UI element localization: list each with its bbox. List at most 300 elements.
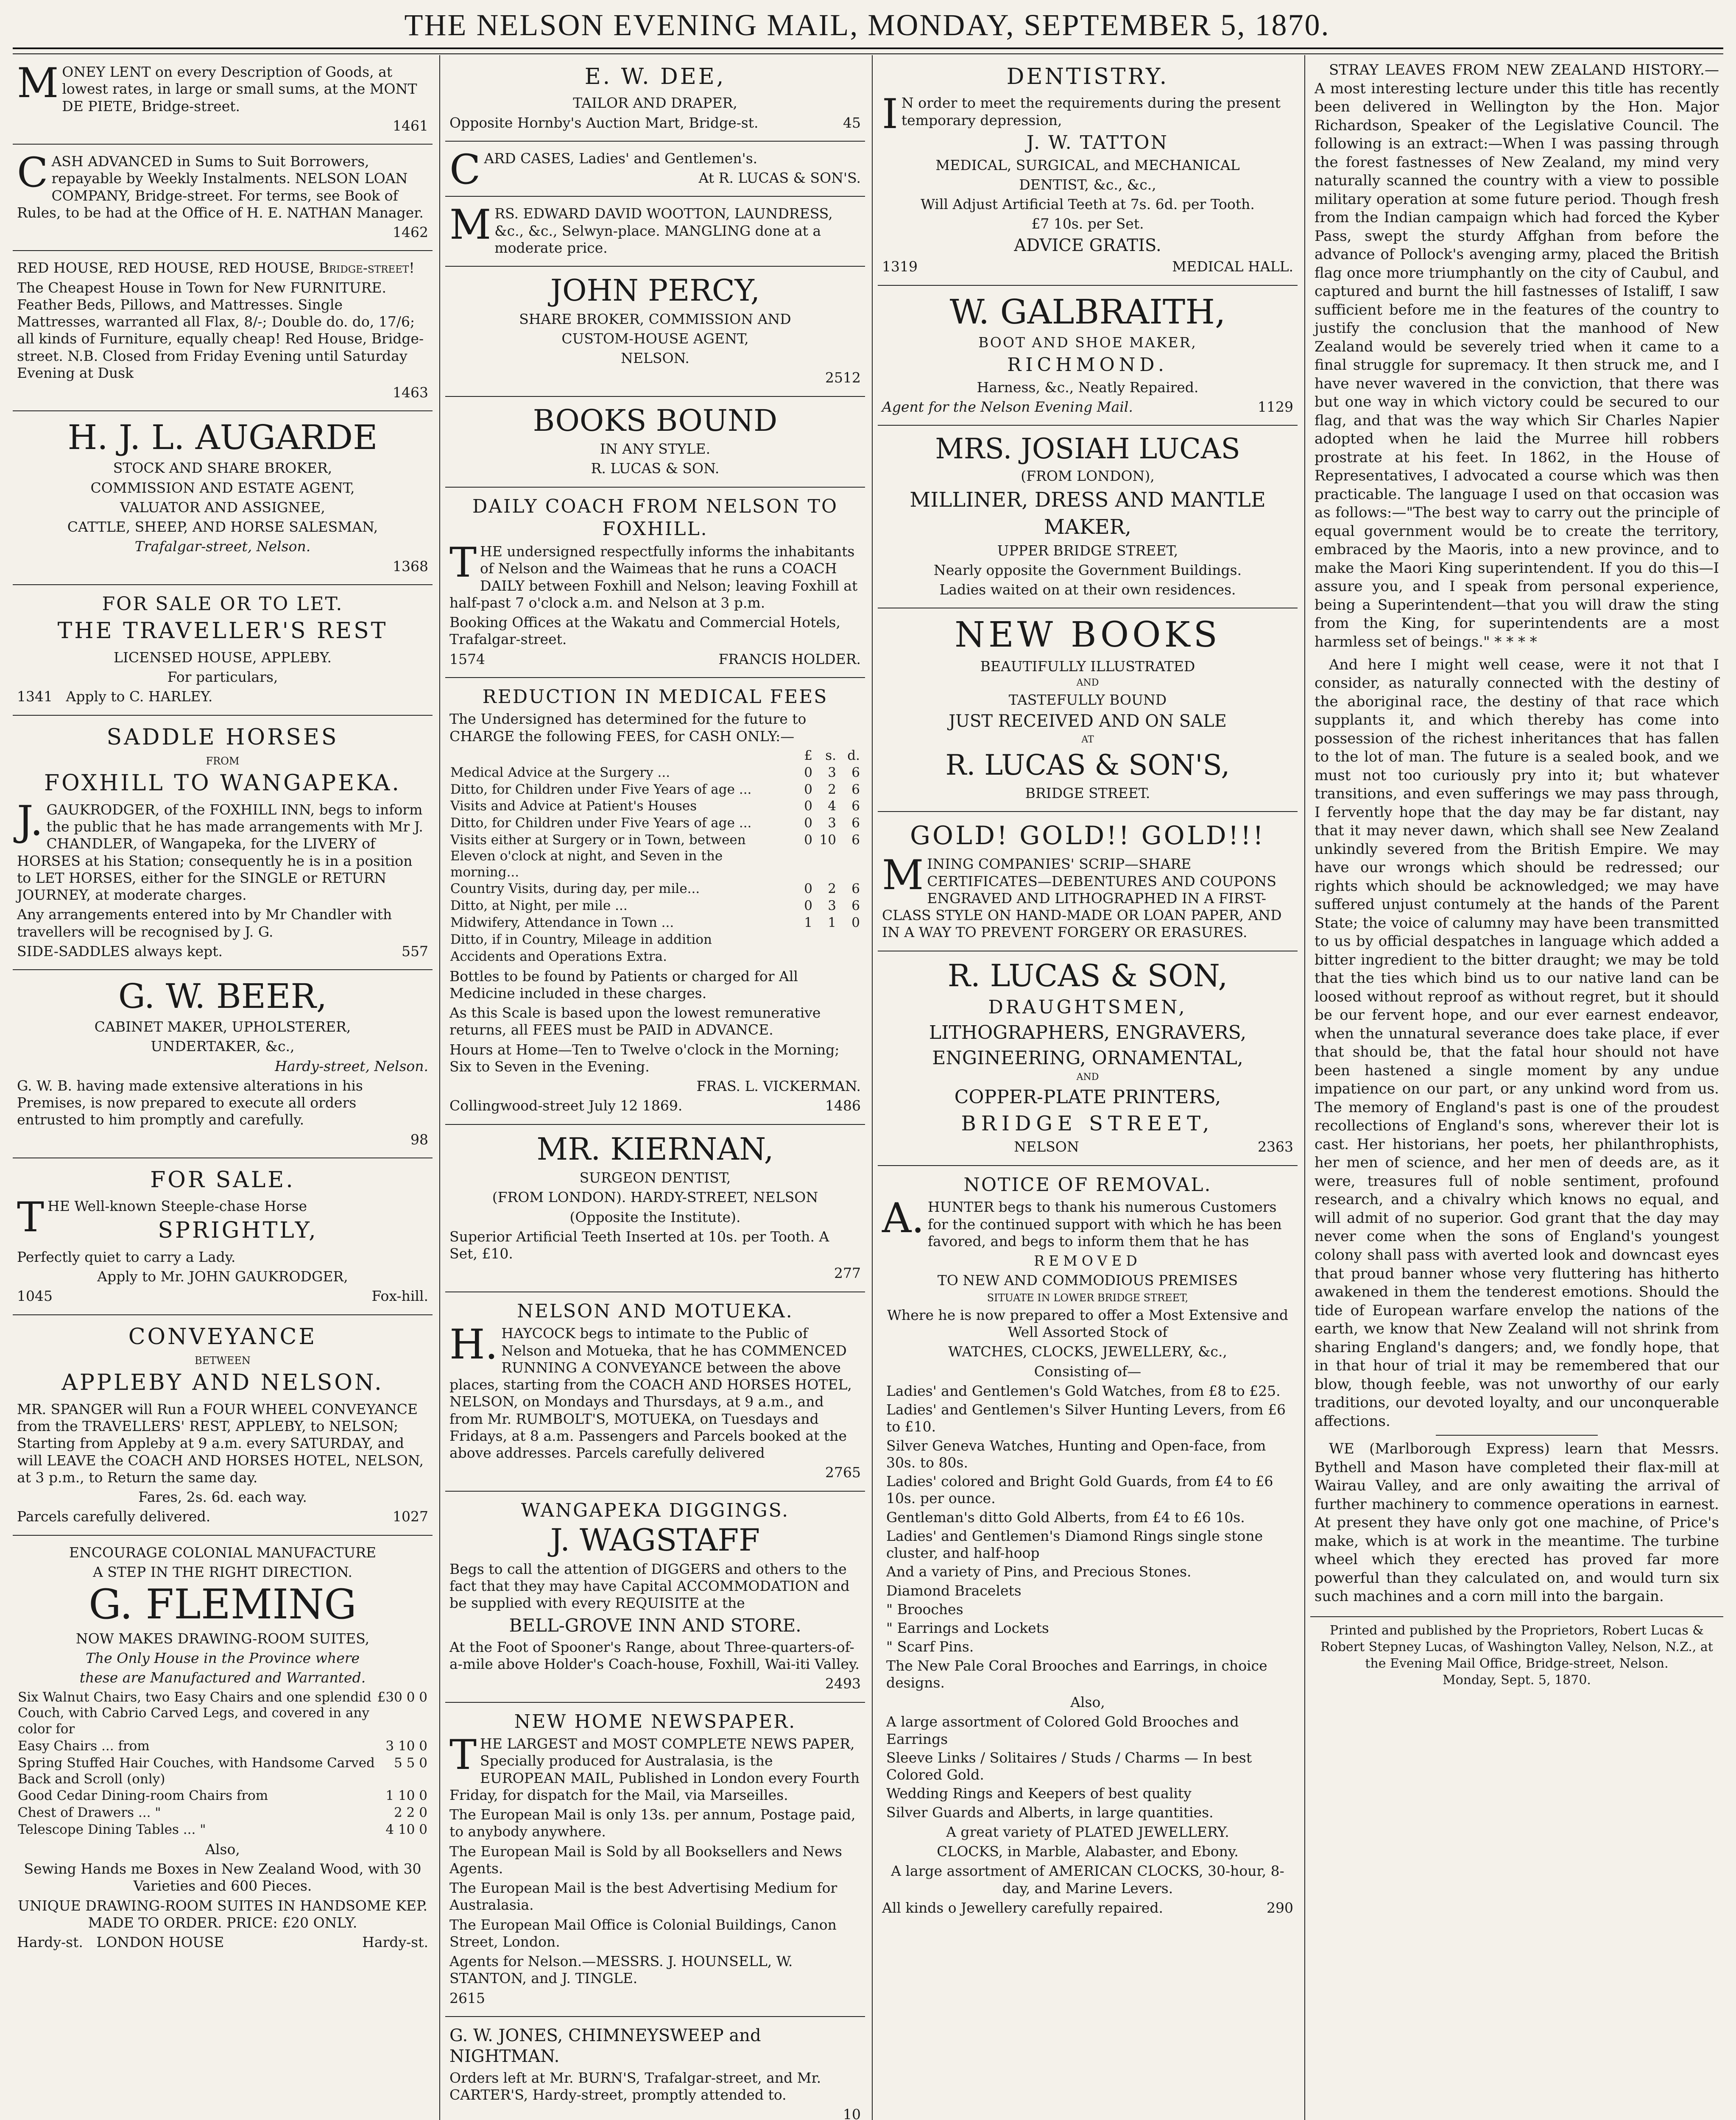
list-item: Diamond Bracelets	[886, 1582, 1022, 1599]
ad-line: Hardy-street, Nelson.	[275, 1057, 428, 1074]
ad-body: THE LARGEST and MOST COMPLETE NEWS PAPER, Specially produced for Australasia, is the EUROPEAN MAIL, Published in London every Fourth Friday, for dispatch for the Mail, via Marseilles.	[449, 1731, 860, 1803]
ad-also: Also,	[205, 1841, 240, 1858]
ad-line: VALUATOR AND ASSIGNEE,	[120, 499, 325, 516]
list-item: A large assortment of Colored Gold Brooches and Earrings	[886, 1713, 1239, 1747]
ad-body: At the Foot of Spooner's Range, about Three-quarters-of-a-mile above Holder's Coach-house, Foxhill, Wai-iti Valley.	[449, 1638, 860, 1673]
ad-number: 1129	[1258, 398, 1293, 415]
ad-subtitle: FOXHILL TO WANGAPEKA.	[44, 770, 401, 796]
ad-footer: Hardy-st.	[362, 1934, 428, 1951]
ad-body: THE Well-known Steeple-chase Horse	[17, 1194, 307, 1241]
ad-number: 1463	[393, 384, 428, 401]
ad-body: Hours at Home—Ten to Twelve o'clock in the Morning; Six to Seven in the Evening.	[449, 1041, 840, 1075]
ad-red-house	[13, 251, 433, 411]
ad-body: As this Scale is based upon the lowest remunerative returns, all FEES must be PAID in ADVANCE.	[449, 1004, 821, 1038]
fee-label: Visits and Advice at Patient's Houses	[450, 798, 697, 814]
ad-title: W. GALBRAITH,	[949, 292, 1226, 332]
ad-number: 45	[843, 114, 861, 131]
ad-european-mail	[445, 1703, 865, 2017]
fee-pence: 0	[851, 915, 860, 931]
column-header: £	[804, 748, 812, 763]
price-value: £30 0 0	[377, 1689, 427, 1705]
ad-body: MINING COMPANIES' SCRIP—SHARE CERTIFICATES—DEBENTURES AND COUPONS ENGRAVED AND LITHOGRAPHED IN A FIRST-CLASS STYLE ON HAND-MADE OR LOAN PAPER, AND IN A WAY TO PREVENT FORGERY OR ERASURES.	[882, 851, 1282, 941]
ad-nelson-motueka	[445, 1292, 865, 1492]
ad-footer: FRANCIS HOLDER.	[718, 650, 861, 667]
ad-subtitle: J. W. TATTON	[1026, 131, 1169, 153]
fee-pence: 6	[851, 781, 860, 797]
ad-footer: MEDICAL HALL.	[1172, 258, 1293, 275]
ad-line: LITHOGRAPHERS, ENGRAVERS,	[929, 1021, 1247, 1043]
ad-books-bound	[445, 397, 865, 488]
ad-lucas-milliner	[878, 426, 1298, 608]
table-row	[17, 1738, 428, 1755]
ad-lucas-printers	[878, 951, 1298, 1166]
ad-line: The Only House in the Province where	[85, 1650, 360, 1667]
table-row	[449, 881, 861, 898]
ad-line: R. LUCAS & SON.	[591, 460, 720, 477]
column-rule	[872, 55, 873, 2120]
ad-line: For particulars,	[167, 669, 278, 686]
ad-body: Any arrangements entered into by Mr Chandler with travellers will be recognised by J. G.	[17, 906, 392, 940]
ad-also: Also,	[1070, 1694, 1105, 1711]
fee-pence: 6	[851, 798, 860, 814]
fee-shillings: 2	[828, 881, 836, 897]
ad-line: JUST RECEIVED AND ON SALE	[949, 711, 1227, 731]
ad-line: WATCHES, CLOCKS, JEWELLERY, &c.,	[948, 1343, 1227, 1360]
price-label: Easy Chairs ... from	[18, 1738, 150, 1754]
ad-subtitle: APPLEBY AND NELSON.	[61, 1370, 384, 1396]
ad-line: RICHMOND.	[1007, 354, 1168, 376]
price-list	[17, 1689, 428, 1838]
ad-subtitle: THE TRAVELLER'S REST	[57, 618, 388, 644]
ad-fleming	[13, 1536, 433, 1961]
ad-title: NEW HOME NEWSPAPER.	[514, 1710, 796, 1732]
ad-number: 1574	[449, 650, 485, 667]
column-rule	[1304, 55, 1305, 2120]
ad-gold	[878, 812, 1298, 951]
ad-line: IN ANY STYLE.	[600, 441, 711, 457]
price-label: Good Cedar Dining-room Chairs from	[18, 1788, 268, 1804]
ad-footer: Agents for Nelson.—MESSRS. J. HOUNSELL, W. STANTON, and J. TINGLE.	[449, 1953, 793, 1987]
stock-list	[882, 1383, 1293, 1691]
fee-shillings: 3	[828, 815, 836, 831]
ad-number: 1319	[882, 258, 918, 275]
fee-pounds: 0	[804, 881, 812, 897]
fee-label: Ditto, for Children under Five Years of age ...	[450, 781, 752, 797]
ad-line: NELSON	[1014, 1138, 1079, 1155]
column-4	[1310, 55, 1723, 2120]
ad-mid: REMOVED	[1034, 1252, 1142, 1269]
ad-cash-advanced	[13, 145, 433, 251]
article-stray-leaves	[1310, 55, 1723, 1616]
ad-daily-coach	[445, 488, 865, 678]
ad-body: The Undersigned has determined for the future to CHARGE the following FEES, for CASH ONLY:—	[449, 711, 807, 745]
ad-body: Bottles to be found by Patients or charged for All Medicine included in these charges.	[449, 968, 798, 1001]
ad-number: 1341	[17, 688, 53, 705]
ad-line: (FROM LONDON),	[1021, 468, 1155, 485]
ad-body: MR. SPANGER will Run a FOUR WHEEL CONVEYANCE from the TRAVELLERS' REST, APPLEBY, to NELSON; Starting from Appleby at 9 a.m. every SATURDAY, and will LEAVE the COACH AND HORSES HOTEL, NELSON, at 3 p.m., to Return the same day.	[17, 1400, 424, 1486]
imprint	[1310, 1616, 1723, 1693]
ad-footer: Collingwood-street July 12 1869.	[449, 1097, 683, 1114]
ad-footer: Fox-hill.	[371, 1288, 428, 1305]
list-item: Silver Geneva Watches, Hunting and Open-face, from 30s. to 80s.	[886, 1437, 1266, 1471]
ad-body: Sewing Hands me Boxes in New Zealand Wood, with 30 Varieties and 600 Pieces.	[24, 1861, 421, 1894]
fee-pence: 6	[851, 815, 860, 831]
table-row	[17, 1788, 428, 1805]
ad-line: Will Adjust Artificial Teeth at 7s. 6d. per Tooth.	[921, 196, 1255, 213]
fee-pounds: 0	[804, 781, 812, 797]
ad-number: 10	[843, 2106, 861, 2120]
table-row	[17, 1689, 428, 1738]
fee-pence: 6	[851, 764, 860, 780]
ad-title: G. W. BEER,	[118, 976, 327, 1016]
ad-notice-of-removal	[878, 1166, 1298, 1926]
ad-line: these are Manufactured and Warranted.	[79, 1669, 366, 1686]
ad-number: 2363	[1258, 1138, 1293, 1155]
ad-big-name: G. FLEMING	[89, 1581, 357, 1629]
ad-number: 277	[834, 1265, 861, 1282]
ad-number: 2512	[825, 369, 861, 386]
ad-number: 1027	[393, 1508, 428, 1525]
ad-line: TASTEFULLY BOUND	[1008, 691, 1167, 708]
table-row	[449, 798, 861, 815]
table-row	[17, 1805, 428, 1822]
ad-big-name: BELL-GROVE INN AND STORE.	[509, 1615, 801, 1636]
column-1	[13, 55, 433, 2120]
ad-title: CONVEYANCE	[128, 1324, 317, 1350]
ad-line: ENGINEERING, ORNAMENTAL,	[932, 1047, 1243, 1069]
ad-line: AND	[1076, 1072, 1099, 1083]
ad-line: UNDERTAKER, &c.,	[151, 1038, 295, 1055]
ad-dentistry	[878, 55, 1298, 286]
fee-label: Ditto, at Night, per mile ...	[450, 898, 628, 914]
ad-title: BOOKS BOUND	[533, 403, 778, 438]
fee-pounds: 0	[804, 832, 812, 848]
ad-line: MEDICAL, SURGICAL, and MECHANICAL	[935, 156, 1240, 173]
imprint-text: Printed and published by the Proprietors, Robert Lucas & Robert Stepney Lucas, of Washington Valley, Nelson, N.Z., at the Evening Mail Office, Bridge-street, Nelson.	[1320, 1623, 1713, 1671]
ad-line: LICENSED HOUSE, APPLEBY.	[113, 649, 332, 666]
article-divider	[1436, 1435, 1598, 1436]
fee-shillings: 3	[828, 898, 836, 914]
ad-line: Trafalgar-street, Nelson.	[134, 538, 311, 555]
fee-label: Midwifery, Attendance in Town ...	[450, 915, 674, 931]
table-row	[449, 932, 861, 948]
ad-line: DRAUGHTSMEN,	[988, 996, 1187, 1018]
fee-pounds: 1	[804, 915, 812, 931]
fee-label: Medical Advice at the Surgery ...	[450, 764, 670, 780]
ad-line: SHARE BROKER, COMMISSION AND	[519, 310, 791, 327]
fee-label: Ditto, if in Country, Mileage in addition	[450, 932, 712, 947]
ad-line: NOW MAKES DRAWING-ROOM SUITES,	[75, 1630, 370, 1647]
ad-title: DENTISTRY.	[1006, 64, 1169, 89]
ad-body: The European Mail Office is Colonial Buildings, Canon Street, London.	[449, 1916, 837, 1950]
ad-line: MAKER,	[1044, 515, 1132, 539]
ad-number: 1462	[393, 224, 428, 240]
fee-shillings: 4	[828, 798, 836, 814]
ad-jones-sweep	[445, 2017, 865, 2120]
ad-subtitle: A STEP IN THE RIGHT DIRECTION.	[92, 1563, 353, 1580]
ad-line: SURGEON DENTIST,	[579, 1169, 731, 1186]
table-row	[17, 1822, 428, 1838]
ad-kiernan	[445, 1125, 865, 1292]
ad-augarde	[13, 411, 433, 585]
ad-money-lent	[13, 55, 433, 145]
ad-line: (Opposite the Institute).	[569, 1208, 741, 1225]
ad-title: MR. KIERNAN,	[536, 1131, 774, 1167]
column-3	[878, 55, 1298, 2120]
ad-line: BOOT AND SHOE MAKER,	[978, 334, 1197, 351]
column-header: d.	[847, 748, 860, 763]
imprint-date: Monday, Sept. 5, 1870.	[1443, 1672, 1591, 1688]
ad-title: E. W. DEE,	[584, 64, 726, 89]
list-item: And a variety of Pins, and Precious Stones.	[886, 1563, 1192, 1580]
price-label: Chest of Drawers ... "	[18, 1805, 161, 1821]
ad-subtitle: SPRIGHTLY,	[158, 1218, 318, 1244]
ad-dee	[445, 55, 865, 142]
ad-number: 98	[410, 1131, 428, 1148]
ad-number: 1486	[825, 1097, 861, 1114]
ad-line: COPPER-PLATE PRINTERS,	[954, 1086, 1221, 1108]
ad-line: STOCK AND SHARE BROKER,	[113, 460, 332, 477]
ad-body: The European Mail is the best Advertising Medium for Australasia.	[449, 1880, 837, 1914]
masthead: THE NELSON EVENING MAIL, MONDAY, SEPTEMBER 5, 1870.	[404, 8, 1330, 42]
table-row	[449, 781, 861, 798]
ad-line: Fares, 2s. 6d. each way.	[138, 1489, 307, 1506]
list-item: " Scarf Pins.	[886, 1638, 974, 1655]
ad-for-sale-sprightly	[13, 1158, 433, 1315]
fee-pence: 6	[851, 881, 860, 897]
ad-mid: ADVICE GRATIS.	[1014, 235, 1161, 255]
ad-title: H. J. L. AUGARDE	[67, 418, 378, 457]
fee-shillings: 3	[828, 764, 836, 780]
list-item: Sleeve Links / Solitaires / Studs / Charms — In best Colored Gold.	[886, 1749, 1252, 1783]
ad-body: H.HAYCOCK begs to intimate to the Public of Nelson and Motueka, that he has COMMENCED RUNNING A CONVEYANCE between the above places, starting from the COACH AND HORSES HOTEL, NELSON, on Mondays and Thursdays, at 9 a.m., and from Mr. RUMBOLT'S, MOTUEKA, on Tuesdays and Fridays, at 8 a.m. Passengers and Parcels booked at the above addresses. Parcels carefully delivered	[449, 1321, 852, 1462]
table-row	[449, 915, 861, 932]
table-row	[449, 832, 861, 881]
ad-line: NELSON.	[621, 350, 689, 367]
column-rule	[439, 55, 440, 2120]
ad-subtitle: J. WAGSTAFF	[550, 1522, 760, 1558]
list-item: Silver Guards and Alberts, in large quantities.	[886, 1804, 1214, 1821]
ad-heading: RED HOUSE, RED HOUSE, RED HOUSE, Bridge-street!	[17, 259, 415, 276]
ad-number: 2493	[825, 1675, 861, 1692]
ad-body: IN order to meet the requirements during the present temporary depression,	[882, 90, 1281, 138]
list-item: Gentleman's ditto Gold Alberts, from £4 to £6 10s.	[886, 1509, 1245, 1526]
ad-number: 2765	[825, 1464, 861, 1481]
fee-label: Ditto, for Children under Five Years of age ...	[450, 815, 752, 831]
list-item: Wedding Rings and Keepers of best quality	[886, 1785, 1192, 1802]
ad-line: Ladies waited on at their own residences.	[939, 581, 1236, 598]
ad-title: R. LUCAS & SON,	[947, 957, 1228, 993]
table-row	[449, 948, 861, 965]
ad-line: (FROM LONDON). HARDY-STREET, NELSON	[492, 1189, 818, 1206]
ad-card-cases	[445, 142, 865, 197]
ad-line: SITUATE IN LOWER BRIDGE STREET,	[987, 1292, 1189, 1304]
ad-footer: Apply to C. HARLEY.	[66, 688, 213, 705]
ad-footer: LONDON HOUSE	[96, 1934, 224, 1951]
ad-line: Nearly opposite the Government Buildings.	[933, 561, 1242, 578]
ad-title: SADDLE HORSES	[106, 724, 339, 750]
ad-percy	[445, 267, 865, 397]
ad-line: £7 10s. per Set.	[1031, 215, 1144, 232]
table-row	[449, 764, 861, 781]
price-label: Spring Stuffed Hair Couches, with Handsome Carved Back and Scroll (only)	[18, 1755, 375, 1787]
ad-title: WANGAPEKA DIGGINGS.	[521, 1499, 790, 1521]
article-paragraph: And here I might well cease, were it not that I consider, as naturally connected with the destiny of the aboriginal race, the destiny of that race which supplants it, and which thereby has come into possession of the richest inheritances that has fallen to the lot of man. The future is a sealed book, and we must not too curiously pry into it; but whatever transitions, and even sufferings we may pass through, I fervently hope that the day may be far distant, nay that it may never dawn, which shall see New Zealand unkindly severed from the British Empire. We may have our wrongs which should be redressed; our rights which should be acknowledged; we may have suffered unjust contumely at the hands of the Parent State; the voice of calumny may have been transmitted to us by official despatches in language which added a bitter ingredient to the bitter draught; we may be told that the ties which bind us to our native land can be loosed without reproof as without regret, but it should be our fervent hope, and our ever earnest endeavor, when the unnatural severance does take place, if ever that should be, that the fatal hour should not have been hastened a single moment by any undue impatience on our part, or any unkind word from us. The memory of England's past is one of the proudest recollections of England's sons, wherever their lot is cast. Her historians, her poets, her philanthrophists, her men of science, and her men of deeds are, as it were, treasures full of noble sentiment, profound research, and a chivalry which knows no equal, and will admit of no superior. God grant that the day may never come when the sons of England's youngest colony shall pass with averted look and downcast eyes that proud banner whose very fluttering has hitherto awakened in them the tenderest emotions. Should the tide of European warfare envelop the nations of the earth, we know that New Zealand will not shrink from sharing England's dangers; and, we fondly hope, that in that hour of trial it may be remembered that our blow, though feeble, was not unworthy of our early traditions, our devoted loyalty, and our unconquerable affections.	[1315, 656, 1719, 1430]
ad-saddle-horses	[13, 716, 433, 970]
ad-line: CABINET MAKER, UPHOLSTERER,	[94, 1018, 351, 1035]
ad-number: 290	[1267, 1899, 1293, 1916]
ad-number: 2615	[449, 1989, 485, 2006]
ad-number: 1045	[17, 1288, 53, 1305]
ad-title: DAILY COACH FROM NELSON TO FOXHILL.	[472, 495, 838, 540]
ad-body: The Cheapest House in Town for New FURNITURE. Feather Beds, Pillows, and Mattresses. Single Mattresses, warranted all Flax, 8/-; Double do. do, 17/6; all kinds of Furniture, equally cheap! Red House, Bridge-street. N.B. Closed from Friday Evening until Saturday Evening at Dusk	[17, 279, 424, 381]
ad-title: NOTICE OF REMOVAL.	[963, 1174, 1212, 1196]
ad-line: Opposite Hornby's Auction Mart, Bridge-st.	[449, 114, 759, 131]
article-paragraph: STRAY LEAVES FROM NEW ZEALAND HISTORY.—A most interesting lecture under this title has recently been delivered in Wellington by the Hon. Major Richardson, Speaker of the Legislative Council. The following is an extract:—When I was passing through the forest fastnesses of New Zealand, my mind very naturally scanned the country with a view to possible military operation at some future period. Though fresh from the Indian campaign which had forced the Kyber Pass, swept the sturdy Affghan from before the advance of Pollock's avenging army, placed the British flag once more triumphantly on the city of Caubul, and captured and burnt the hill fastnesses of Istaliff, I saw sufficient before me in the features of the country to justify the conclusion that the manhood of New Zealand would be severely tried when it came to a final struggle for supremacy. It then struck me, and I have never wavered in the conviction, that there was but one way in which victory could be secured to our flag, and that was the way which Sir Charles Napier adopted when he laid the Murree hill robbers prostrate at his feet. In 1862, in the House of Representatives, I advocated a course which was then practicable. The language I used on that occasion was as follows:—"The best way to carry out the principle of equal government would be to create the territory, embraced by the Maoris, into a new province, and to make the Maori King superintendent. If you do this—I assure you, and I speak from personal experience, being a Superintendent—that you will draw the sting from the King, for superintendents are a most harmless set of beings." * * * *	[1315, 61, 1719, 650]
list-item: Ladies' and Gentlemen's Gold Watches, from £8 to £25.	[886, 1382, 1281, 1399]
ad-wootton	[445, 197, 865, 267]
ad-title: MRS. JOSIAH LUCAS	[935, 432, 1240, 466]
ad-body: Orders left at Mr. BURN'S, Trafalgar-street, and Mr. CARTER'S, Hardy-street, promptly attended to.	[449, 2069, 821, 2103]
fee-pounds: 0	[804, 764, 812, 780]
ad-line: MILLINER, DRESS AND MANTLE	[910, 488, 1266, 512]
ad-between: BETWEEN	[195, 1355, 251, 1367]
ad-from: FROM	[206, 755, 240, 767]
table-header-row	[449, 748, 861, 764]
ad-new-books	[878, 608, 1298, 812]
ad-footer: All kinds o Jewellery carefully repaired.	[882, 1899, 1163, 1916]
ad-line: BEAUTIFULLY ILLUSTRATED	[980, 658, 1195, 675]
price-value: 3 10 0	[385, 1738, 427, 1754]
ad-wangapeka-diggings	[445, 1492, 865, 1703]
ad-line: CUSTOM-HOUSE AGENT,	[561, 330, 749, 347]
fees-table	[449, 748, 861, 965]
ad-body: A large assortment of AMERICAN CLOCKS, 30-hour, 8-day, and Marine Levers.	[891, 1863, 1284, 1897]
column-2	[445, 55, 865, 2120]
fee-label: Visits either at Surgery or in Town, between Eleven o'clock at night, and Seven in the morning...	[450, 832, 746, 880]
list-item: Ladies' and Gentlemen's Silver Hunting Levers, from £6 to £10.	[886, 1401, 1286, 1435]
ad-galbraith	[878, 286, 1298, 426]
ad-travellers-rest	[13, 585, 433, 716]
fee-label: Accidents and Operations Extra.	[450, 948, 667, 964]
column-header: s.	[825, 748, 836, 763]
ad-body: J.GAUKRODGER, of the FOXHILL INN, begs to inform the public that he has made arrangements with Mr J. CHANDLER, of Wangapeka, for the LIVERY of HORSES at his Station; consequently he is in a position to LET HORSES, either for the SINGLE or RETURN JOURNEY, at moderate charges.	[17, 797, 423, 903]
masthead-rule	[13, 47, 1723, 54]
ad-line: BRIDGE STREET.	[1025, 785, 1150, 802]
ad-line: TO NEW AND COMMODIOUS PREMISES	[937, 1272, 1238, 1289]
ad-line: DENTIST, &c., &c.,	[1019, 176, 1156, 193]
ad-body: THE undersigned respectfully informs the inhabitants of Nelson and the Waimeas that he runs a COACH DAILY between Foxhill and Nelson; leaving Foxhill at half-past 7 o'clock a.m. and Nelson at 3 p.m.	[449, 539, 858, 611]
ad-line: AND	[1076, 677, 1099, 688]
ad-line: TAILOR AND DRAPER,	[573, 95, 737, 112]
ad-line: Consisting of—	[1034, 1363, 1142, 1380]
table-row	[17, 1755, 428, 1788]
price-value: 2 2 0	[394, 1805, 427, 1821]
list-item: Ladies' and Gentlemen's Diamond Rings single stone cluster, and half-hoop	[886, 1527, 1263, 1562]
price-label: Six Walnut Chairs, two Easy Chairs and one splendid Couch, with Cabrio Carved Legs, and covered in any color for	[18, 1689, 371, 1737]
list-item: " Earrings and Lockets	[886, 1620, 1049, 1637]
ad-conveyance	[13, 1315, 433, 1536]
ad-number: 1368	[393, 558, 428, 575]
ad-title: GOLD! GOLD!! GOLD!!!	[910, 821, 1266, 851]
table-row	[449, 815, 861, 832]
ad-body: A.HUNTER begs to thank his numerous Customers for the continued support with which he has been favored, and begs to inform them that he has	[882, 1194, 1282, 1250]
ad-line: Parcels carefully delivered.	[17, 1508, 211, 1525]
list-item: " Brooches	[886, 1601, 963, 1618]
ad-body: Perfectly quiet to carry a Lady.	[17, 1248, 236, 1265]
ad-number: 557	[402, 943, 428, 960]
ad-footer: FRAS. L. VICKERMAN.	[696, 1078, 861, 1095]
fee-shillings: 10	[819, 832, 836, 848]
ad-body: A great variety of PLATED JEWELLERY.	[946, 1823, 1229, 1840]
fee-pounds: 0	[804, 798, 812, 814]
fee-label: Country Visits, during day, per mile...	[450, 881, 700, 897]
ad-title: G. W. JONES, CHIMNEYSWEEP and NIGHTMAN.	[449, 2025, 761, 2066]
ad-body: G. W. B. having made extensive alterations in his Premises, is now prepared to execute all orders entrusted to him promptly and carefully.	[17, 1077, 363, 1128]
ad-title: NELSON AND MOTUEKA.	[517, 1300, 793, 1322]
ad-line: Agent for the Nelson Evening Mail.	[882, 398, 1133, 415]
ad-body: UNIQUE DRAWING-ROOM SUITES IN HANDSOME KEP. MADE TO ORDER. PRICE: £20 ONLY.	[18, 1897, 427, 1931]
ad-line: UPPER BRIDGE STREET,	[997, 542, 1178, 559]
ad-body: CASH ADVANCED in Sums to Suit Borrowers, repayable by Weekly Instalments. NELSON LOAN COMPANY, Bridge-street. For terms, see Book of Rules, to be had at the Office of H. E. NATHAN Manager.	[17, 149, 424, 221]
ad-footer: At R. LUCAS & SON'S.	[698, 170, 861, 187]
ad-line: AT	[1081, 734, 1094, 745]
price-label: Telescope Dining Tables ... "	[18, 1822, 206, 1838]
price-value: 4 10 0	[385, 1822, 427, 1838]
ad-line: Where he is now prepared to offer a Most Extensive and Well Assorted Stock of	[887, 1306, 1288, 1341]
fee-pounds: 0	[804, 815, 812, 831]
fee-pounds: 0	[804, 898, 812, 914]
ad-medical-fees	[445, 678, 865, 1125]
ad-number: 1461	[393, 117, 428, 134]
list-item: The New Pale Coral Brooches and Earrings, in choice designs.	[886, 1657, 1267, 1691]
ad-body: MRS. EDWARD DAVID WOOTTON, LAUNDRESS, &c., &c., Selwyn-place. MANGLING done at a moderate price.	[449, 201, 833, 256]
ad-body: CARD CASES, Ladies' and Gentlemen's.	[449, 145, 758, 193]
fee-pence: 6	[851, 898, 860, 914]
ad-line: CATTLE, SHEEP, AND HORSE SALESMAN,	[67, 519, 378, 535]
ad-title: FOR SALE.	[150, 1167, 295, 1193]
stock-list	[882, 1713, 1293, 1821]
ad-title: JOHN PERCY,	[550, 273, 760, 308]
ad-footer: Hardy-st.	[17, 1934, 83, 1951]
ad-line: Superior Artificial Teeth Inserted at 10s. per Tooth. A Set, £10.	[449, 1228, 829, 1262]
ad-line: R. LUCAS & SON'S,	[945, 748, 1230, 781]
list-item: Ladies' colored and Bright Gold Guards, from £4 to £6 10s. per ounce.	[886, 1473, 1273, 1507]
ad-title: REDUCTION IN MEDICAL FEES	[482, 686, 828, 708]
article-paragraph: WE (Marlborough Express) learn that Messrs. Bythell and Mason have completed their flax-mill at Wairau Valley, and are only awaiting the arrival of further machinery to commence operations in earnest. At present they have only got one machine, of Price's make, which is at work in the meantime. The turbine wheel which they erected has proved far more powerful than they calculated on, and would turn six such machines and a corn mill into the bargain.	[1315, 1440, 1719, 1605]
ad-body: Booking Offices at the Wakatu and Commercial Hotels, Trafalgar-street.	[449, 614, 840, 648]
price-value: 5 5 0	[394, 1755, 427, 1771]
table-row	[449, 898, 861, 915]
ad-beer	[13, 970, 433, 1158]
ad-title: FOR SALE OR TO LET.	[102, 593, 343, 615]
ad-body: CLOCKS, in Marble, Alabaster, and Ebony.	[937, 1843, 1239, 1860]
ad-line: COMMISSION AND ESTATE AGENT,	[90, 479, 355, 496]
ad-line: Harness, &c., Neatly Repaired.	[977, 379, 1199, 396]
ad-body: MONEY LENT on every Description of Goods, at lowest rates, in large or small sums, at the MONT DE PIETE, Bridge-street.	[17, 59, 417, 114]
ad-title: ENCOURAGE COLONIAL MANUFACTURE	[69, 1544, 377, 1561]
fee-pence: 6	[851, 832, 860, 848]
price-value: 1 10 0	[385, 1788, 427, 1804]
fee-shillings: 1	[828, 915, 836, 931]
ad-body: The European Mail is Sold by all Booksellers and News Agents.	[449, 1843, 842, 1877]
ad-body: Begs to call the attention of DIGGERS and others to the fact that they may have Capital ACCOMMODATION and be supplied with every REQUISITE at the	[449, 1560, 850, 1612]
ad-footer: SIDE-SADDLES always kept.	[17, 943, 223, 960]
ad-line: BRIDGE STREET,	[961, 1111, 1214, 1135]
ad-body: The European Mail is only 13s. per annum, Postage paid, to anybody anywhere.	[449, 1806, 856, 1840]
fee-shillings: 2	[828, 781, 836, 797]
ad-title: NEW BOOKS	[955, 615, 1221, 656]
